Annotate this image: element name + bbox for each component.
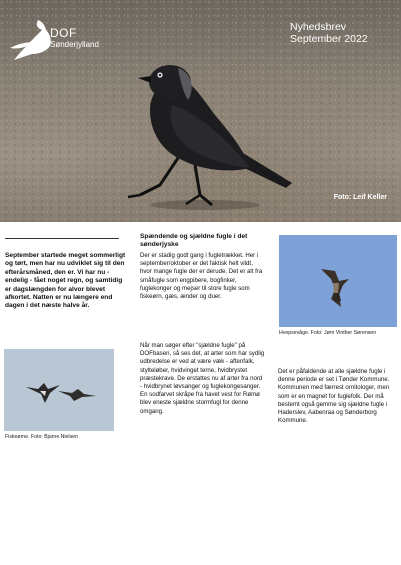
hero-photo-credit: Foto: Leif Keller bbox=[333, 194, 387, 201]
org-region: Sønderjylland bbox=[50, 40, 99, 49]
newsletter-label: Nyhedsbrev bbox=[290, 21, 347, 33]
article-heading: Spændende og sjældne fugle i det sønderjyske bbox=[140, 233, 248, 249]
divider-line bbox=[5, 238, 119, 239]
intro-paragraph: September startede meget sommerligt og tørt, men har nu udviklet sig til den efterårsmåned, den er. Vi har nu - endelig - fået noget regn, og samtidig er dagslængden for alvor blevet afkortet. Natten er nu længere end dagen i det næste halve år. bbox=[5, 252, 126, 310]
article-paragraph-1: Der er stadig godt gang i fugletrækket. Her i september/oktober er det faktisk helt vildt, hvor mange fugle der er derude. Det er alt fra småfugle som engpibere, bogfinker, fuglekonger og mejser til store fugle som fiskeørn, gæs, ænder og duer. bbox=[140, 252, 263, 301]
org-name: DOF bbox=[50, 26, 77, 40]
osprey-photo bbox=[4, 349, 114, 431]
osprey-caption: Fiskeørne. Foto: Bjarne Nielsen bbox=[5, 434, 78, 440]
right-column-paragraph: Det er påfaldende at alle sjældne fugle i denne periode er set i Tønder Kommune. Kommunen med færrest ornitologer, men som er en magnet for fuglefolk. Der må bestemt også gemme sig sjældne fugle i Haderslev, Aabenraa og Sønderborg Kommune. bbox=[278, 368, 390, 425]
article-paragraph-2: Når man søger efter "sjældne fugle" på DOFbasen, så ses det, at arter som har sydlig udbredelse er ved at være væk - aftenfalk, stylteløber, hvidvinget terne, hvidbrystet præstekrave. De erstattes nu af arter fra nord - hvidbrynet løvsanger og fuglekongesanger. En sodfarvet skråpe fra havet vest for Rømø blev eneste sjældne stormfugl for denne omgang. bbox=[140, 342, 265, 415]
osprey-pair-illustration bbox=[4, 349, 114, 431]
newsletter-issue: September 2022 bbox=[290, 33, 368, 45]
hero-photo-jackdaw bbox=[0, 0, 401, 222]
honey-buzzard-photo bbox=[279, 235, 397, 327]
newsletter-title bbox=[290, 21, 368, 45]
logo-text bbox=[50, 27, 99, 51]
honey-buzzard-caption: Hvepsevåge. Foto: Jørn Vinther Sørensen bbox=[279, 330, 377, 336]
honey-buzzard-illustration bbox=[279, 235, 397, 327]
